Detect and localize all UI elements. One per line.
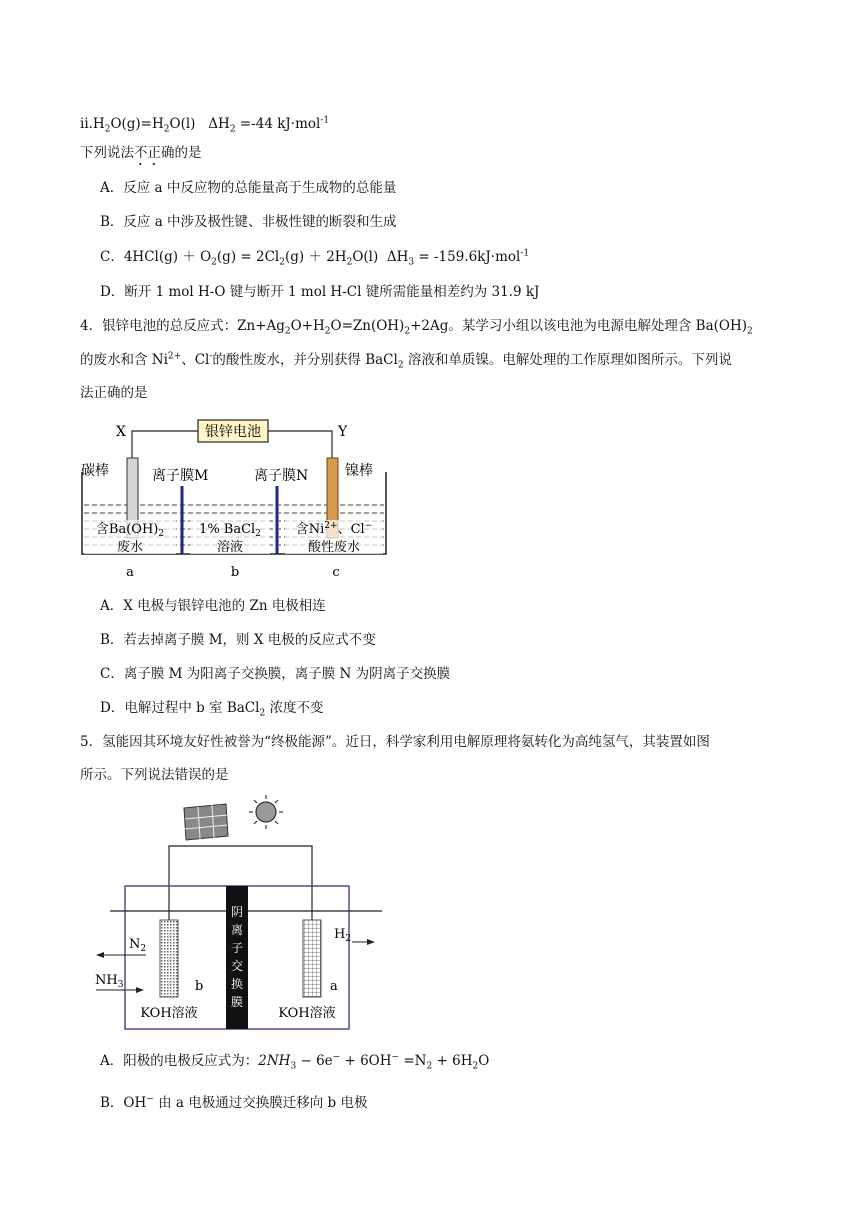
nickel-label: 镍棒 bbox=[345, 463, 373, 479]
svg-text:膜: 膜 bbox=[230, 995, 244, 1009]
right-solution-label: KOH溶液 bbox=[278, 1006, 336, 1021]
membrane-n-label: 离子膜N bbox=[254, 468, 309, 484]
option-d: D．断开 1 mol H-O 键与断开 1 mol H-Cl 键所需能量相差约为 31.9 kJ bbox=[100, 284, 540, 300]
battery-label: 银锌电池 bbox=[205, 424, 261, 440]
room-c-text-2: 酸性废水 bbox=[307, 540, 361, 555]
x-label: X bbox=[116, 424, 126, 440]
svg-text:交: 交 bbox=[230, 959, 244, 973]
question-prompt: 下列说法不正确的是 bbox=[80, 145, 202, 161]
sun-icon bbox=[249, 795, 283, 829]
nh3-label: $NH_3$ bbox=[95, 973, 124, 990]
option-a: A．反应 a 中反应物的总能量高于生成物的总能量 bbox=[100, 180, 397, 196]
svg-text:换: 换 bbox=[230, 977, 244, 991]
room-a-label: a bbox=[126, 565, 134, 580]
q5-option-a: A．阳极的电极反应式为：$2NH_3 - 6e^- + 6OH^- =N_2 + 6H_2O$ bbox=[100, 1052, 490, 1072]
electrode-a bbox=[303, 920, 321, 997]
room-a-text-1: 含$Ba(OH)_2$ bbox=[95, 522, 165, 539]
svg-text:离: 离 bbox=[230, 923, 244, 937]
option-b: B．反应 a 中涉及极性键、非极性键的断裂和生成 bbox=[100, 214, 397, 230]
room-b-label: b bbox=[230, 565, 240, 580]
emphasis-text: 不正 bbox=[134, 145, 161, 161]
electrode-b-label: b bbox=[195, 979, 204, 994]
q4-option-c: C．离子膜 M 为阳离子交换膜，离子膜 N 为阴离子交换膜 bbox=[100, 666, 451, 682]
room-c-text-1: 含$Ni^{2+}$、Cl− bbox=[295, 521, 373, 537]
q5-stem-1: 5．氢能因其环境友好性被誉为“终极能源”。近日，科学家利用电解原理将氨转化为高纯氢气，其装置如图 bbox=[80, 734, 710, 750]
q4-option-b: B．若去掉离子膜 M，则 X 电极的反应式不变 bbox=[100, 632, 376, 648]
room-c-label: c bbox=[332, 565, 340, 580]
carbon-label: 碳棒 bbox=[81, 463, 109, 479]
membrane-m-label: 离子膜M bbox=[152, 468, 209, 484]
ammonia-electrolysis-figure bbox=[80, 792, 400, 1036]
electrode-a-label: a bbox=[330, 979, 338, 994]
y-label: Y bbox=[338, 424, 348, 440]
electrolysis-figure bbox=[80, 412, 400, 584]
option-c: C．$4HCl(g) + O_2(g) = 2Cl_2(g) + 2H_2O(l) \Delta H_3 = -159.6kJ\cdot mol^{-1}$ bbox=[100, 248, 530, 268]
electrode-b bbox=[160, 920, 178, 997]
room-b-text-1: 1% BaCl$_2$ bbox=[199, 522, 261, 539]
room-a-text-2: 废水 bbox=[116, 540, 144, 555]
q5-option-b: B．OH− 由 a 电极通过交换膜迁移向 b 电极 bbox=[100, 1094, 368, 1111]
n2-label: $N_2$ bbox=[129, 937, 147, 954]
svg-text:子: 子 bbox=[230, 941, 244, 955]
solar-panel-icon bbox=[184, 804, 228, 840]
left-solution-label: KOH溶液 bbox=[140, 1006, 198, 1021]
h2-label: $H_2$ bbox=[334, 927, 352, 944]
q4-option-d: D．电解过程中 b 室 BaCl$_2$ 浓度不变 bbox=[100, 700, 324, 719]
q4-stem-2: 的废水和含 $Ni^{2+}$、Cl-的酸性废水，并分别获得 BaCl$_2$ 溶液和单质镍。电解处理的工作原理如图所示。下列说 bbox=[80, 351, 732, 371]
q4-stem-1: 4．银锌电池的总反应式：$Zn+Ag_2O+H_2O=Zn(OH)_2+2Ag$。某学习小组以该电池为电源电解处理含 $Ba(OH)_2$ bbox=[80, 318, 753, 337]
svg-text:阴: 阴 bbox=[230, 905, 244, 919]
q4-option-a: A．X 电极与银锌电池的 Zn 电极相连 bbox=[100, 598, 326, 614]
q4-stem-3: 法正确的是 bbox=[80, 385, 148, 401]
q5-stem-2: 所示。下列说法错误的是 bbox=[80, 767, 229, 783]
room-b-text-2: 溶液 bbox=[216, 540, 244, 555]
equation-ii: $ii.H_2O(g)=H_2O(l)$ $\Delta H_2 =-44$ kJ·mol$^{-1}$ bbox=[80, 115, 330, 135]
